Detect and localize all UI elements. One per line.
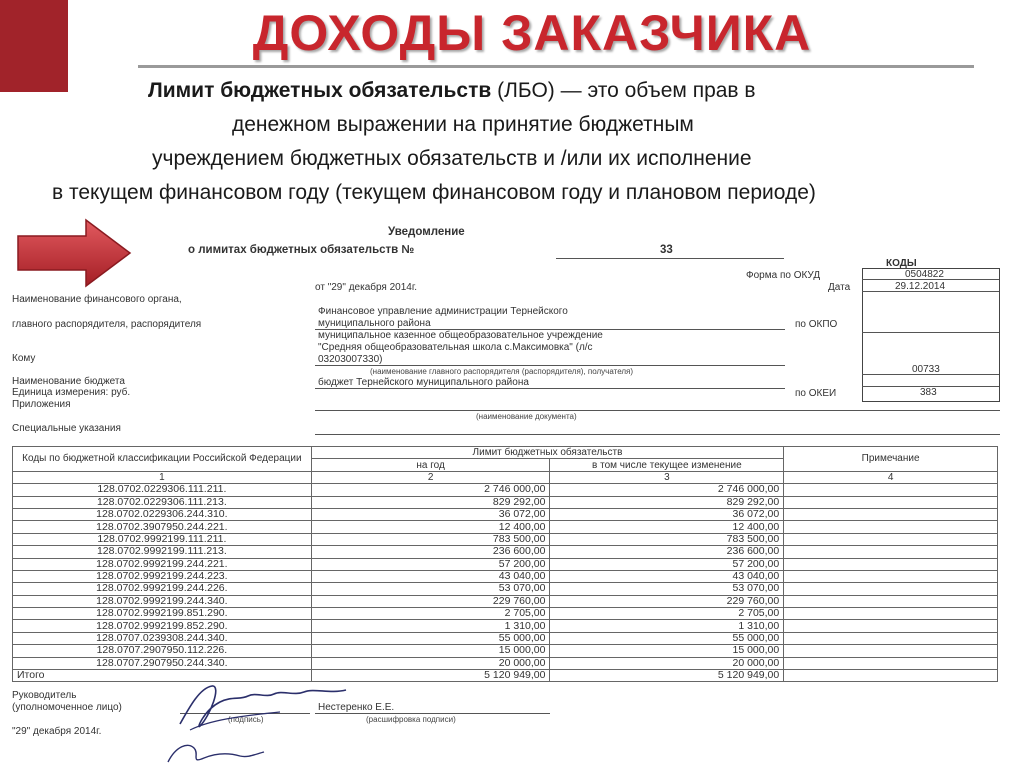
- definition-line-1: [30, 74, 1024, 107]
- table-row: [13, 632, 998, 644]
- row-year-amount: 43 040,00: [311, 570, 550, 582]
- row-code: 128.0702.3907950.244.221.: [13, 521, 312, 533]
- row-note: [784, 608, 998, 620]
- row-code: 128.0707.0239308.244.340.: [13, 632, 312, 644]
- row-note: [784, 645, 998, 657]
- row-change-amount: 15 000,00: [550, 645, 784, 657]
- row-note: [784, 484, 998, 496]
- row-note: [784, 508, 998, 520]
- row-note: [784, 570, 998, 582]
- codes-label: КОДЫ: [886, 258, 917, 269]
- row-change-amount: 236 600,00: [550, 546, 784, 558]
- row-code: 128.0702.0229306.111.211.: [13, 484, 312, 496]
- lbo-notice-document: [0, 216, 1024, 767]
- row-code: 128.0702.0229306.111.213.: [13, 496, 312, 508]
- definition-term: Лимит бюджетных обязательств: [148, 79, 492, 102]
- total-note: [784, 670, 998, 682]
- table-row: [13, 508, 998, 520]
- col-note-header: Примечание: [784, 447, 998, 472]
- to-value-2: "Средняя общеобразовательная школа с.Максимовка" (л/с: [318, 342, 593, 353]
- row-note: [784, 620, 998, 632]
- row-year-amount: 55 000,00: [311, 632, 550, 644]
- row-year-amount: 783 500,00: [311, 533, 550, 545]
- row-change-amount: 229 760,00: [550, 595, 784, 607]
- date-label: Дата: [828, 282, 851, 293]
- row-code: 128.0707.2907950.244.340.: [13, 657, 312, 669]
- fin-org-label: Наименование финансового органа,: [12, 294, 182, 305]
- head-name: Нестеренко Е.Е.: [318, 702, 395, 713]
- okpo-label: по ОКПО: [795, 319, 838, 330]
- row-year-amount: 20 000,00: [311, 657, 550, 669]
- col-number-2: 2: [311, 471, 550, 483]
- row-year-amount: 2 705,00: [311, 608, 550, 620]
- fin-org-value-2: муниципального района: [318, 318, 431, 329]
- col-codes-header: Коды по бюджетной классификации Российской Федерации: [13, 447, 312, 472]
- row-change-amount: 20 000,00: [550, 657, 784, 669]
- definition-line-3: учреждением бюджетных обязательств и /или их исполнение: [152, 147, 752, 170]
- row-year-amount: 229 760,00: [311, 595, 550, 607]
- table-row: [13, 583, 998, 595]
- row-code: 128.0702.9992199.244.221.: [13, 558, 312, 570]
- table-row: [13, 496, 998, 508]
- row-change-amount: 12 400,00: [550, 521, 784, 533]
- row-change-amount: 43 040,00: [550, 570, 784, 582]
- row-note: [784, 546, 998, 558]
- total-row: [13, 670, 998, 682]
- title-rule: [138, 65, 974, 68]
- row-note: [784, 595, 998, 607]
- total-label: Итого: [13, 670, 312, 682]
- definition-line-1-rest: (ЛБО) — это объем прав в: [491, 79, 756, 102]
- table-row: [13, 645, 998, 657]
- definition-line-2: денежном выражении на принятие бюджетным: [232, 113, 694, 136]
- col-number-3: 3: [550, 471, 784, 483]
- sign-caption: (подпись): [228, 715, 264, 724]
- name-caption: (расшифровка подписи): [366, 715, 456, 724]
- table-row: [13, 558, 998, 570]
- table-row: [13, 657, 998, 669]
- table-row: [13, 546, 998, 558]
- to-caption: (наименование главного распорядителя (распорядителя), получателя): [370, 367, 634, 376]
- row-year-amount: 36 072,00: [311, 508, 550, 520]
- budget-value: бюджет Тернейского муниципального района: [318, 377, 529, 388]
- signature-stamp-image: [160, 738, 270, 767]
- row-note: [784, 632, 998, 644]
- notice-subheader: о лимитах бюджетных обязательств №: [188, 244, 415, 256]
- table-row: [13, 533, 998, 545]
- row-change-amount: 829 292,00: [550, 496, 784, 508]
- okud-code: 0504822: [905, 269, 944, 280]
- row-year-amount: 829 292,00: [311, 496, 550, 508]
- row-note: [784, 657, 998, 669]
- row-change-amount: 36 072,00: [550, 508, 784, 520]
- table-row: [13, 620, 998, 632]
- row-year-amount: 15 000,00: [311, 645, 550, 657]
- main-distributor-label: главного распорядителя, распорядителя: [12, 319, 202, 330]
- row-note: [784, 558, 998, 570]
- row-year-amount: 57 200,00: [311, 558, 550, 570]
- row-change-amount: 2 746 000,00: [550, 484, 784, 496]
- row-note: [784, 521, 998, 533]
- date-code: 29.12.2014: [895, 281, 946, 292]
- doc-caption: (наименование документа): [476, 412, 577, 421]
- slide-title: ДОХОДЫ ЗАКАЗЧИКА: [252, 5, 812, 61]
- sign-date: "29" декабря 2014г.: [12, 726, 102, 737]
- unit-label: Единица измерения: руб.: [12, 387, 131, 398]
- total-change: 5 120 949,00: [550, 670, 784, 682]
- col-number-4: 4: [784, 471, 998, 483]
- table-row: [13, 595, 998, 607]
- row-note: [784, 496, 998, 508]
- row-code: 128.0702.9992199.111.213.: [13, 546, 312, 558]
- head-label-2: (уполномоченное лицо): [12, 702, 122, 713]
- row-change-amount: 55 000,00: [550, 632, 784, 644]
- row-change-amount: 1 310,00: [550, 620, 784, 632]
- okpo-code: 00733: [912, 364, 940, 375]
- to-value-3: 03203007330): [318, 354, 383, 365]
- row-code: 128.0702.9992199.244.340.: [13, 595, 312, 607]
- notice-number: 33: [660, 244, 673, 256]
- col-change-header: в том числе текущее изменение: [550, 459, 784, 471]
- row-code: 128.0702.9992199.852.290.: [13, 620, 312, 632]
- row-change-amount: 783 500,00: [550, 533, 784, 545]
- limits-table: [12, 446, 998, 682]
- row-code: 128.0702.0229306.244.310.: [13, 508, 312, 520]
- head-label-1: Руководитель: [12, 690, 77, 701]
- col-year-header: на год: [311, 459, 550, 471]
- signature-image: [170, 676, 360, 736]
- col-limit-header: Лимит бюджетных обязательств: [311, 447, 783, 459]
- row-change-amount: 2 705,00: [550, 608, 784, 620]
- definition-line-4: в текущем финансовом году (текущем финансовом году и плановом периоде): [52, 181, 816, 204]
- col-number-1: 1: [13, 471, 312, 483]
- table-row: [13, 570, 998, 582]
- row-code: 128.0702.9992199.851.290.: [13, 608, 312, 620]
- okei-code: 383: [920, 387, 937, 398]
- budget-label: Наименование бюджета: [12, 376, 125, 387]
- fin-org-value-1: Финансовое управление администрации Тернейского: [318, 306, 568, 317]
- row-code: 128.0702.9992199.244.226.: [13, 583, 312, 595]
- table-row: [13, 484, 998, 496]
- row-year-amount: 53 070,00: [311, 583, 550, 595]
- to-value-1: муниципальное казенное общеобразовательное учреждение: [318, 330, 603, 341]
- row-year-amount: 1 310,00: [311, 620, 550, 632]
- row-change-amount: 53 070,00: [550, 583, 784, 595]
- row-note: [784, 583, 998, 595]
- table-row: [13, 608, 998, 620]
- row-change-amount: 57 200,00: [550, 558, 784, 570]
- row-year-amount: 2 746 000,00: [311, 484, 550, 496]
- table-row: [13, 521, 998, 533]
- row-year-amount: 12 400,00: [311, 521, 550, 533]
- to-label: Кому: [12, 353, 36, 364]
- row-year-amount: 236 600,00: [311, 546, 550, 558]
- row-code: 128.0702.9992199.111.211.: [13, 533, 312, 545]
- special-label: Специальные указания: [12, 423, 121, 434]
- okud-label: Форма по ОКУД: [746, 270, 821, 281]
- row-code: 128.0707.2907950.112.226.: [13, 645, 312, 657]
- attachments-label: Приложения: [12, 399, 71, 410]
- row-code: 128.0702.9992199.244.223.: [13, 570, 312, 582]
- total-year: 5 120 949,00: [311, 670, 550, 682]
- notice-header: Уведомление: [388, 226, 465, 238]
- okei-label: по ОКЕИ: [795, 388, 837, 399]
- row-note: [784, 533, 998, 545]
- notice-date: от "29" декабря 2014г.: [315, 282, 418, 293]
